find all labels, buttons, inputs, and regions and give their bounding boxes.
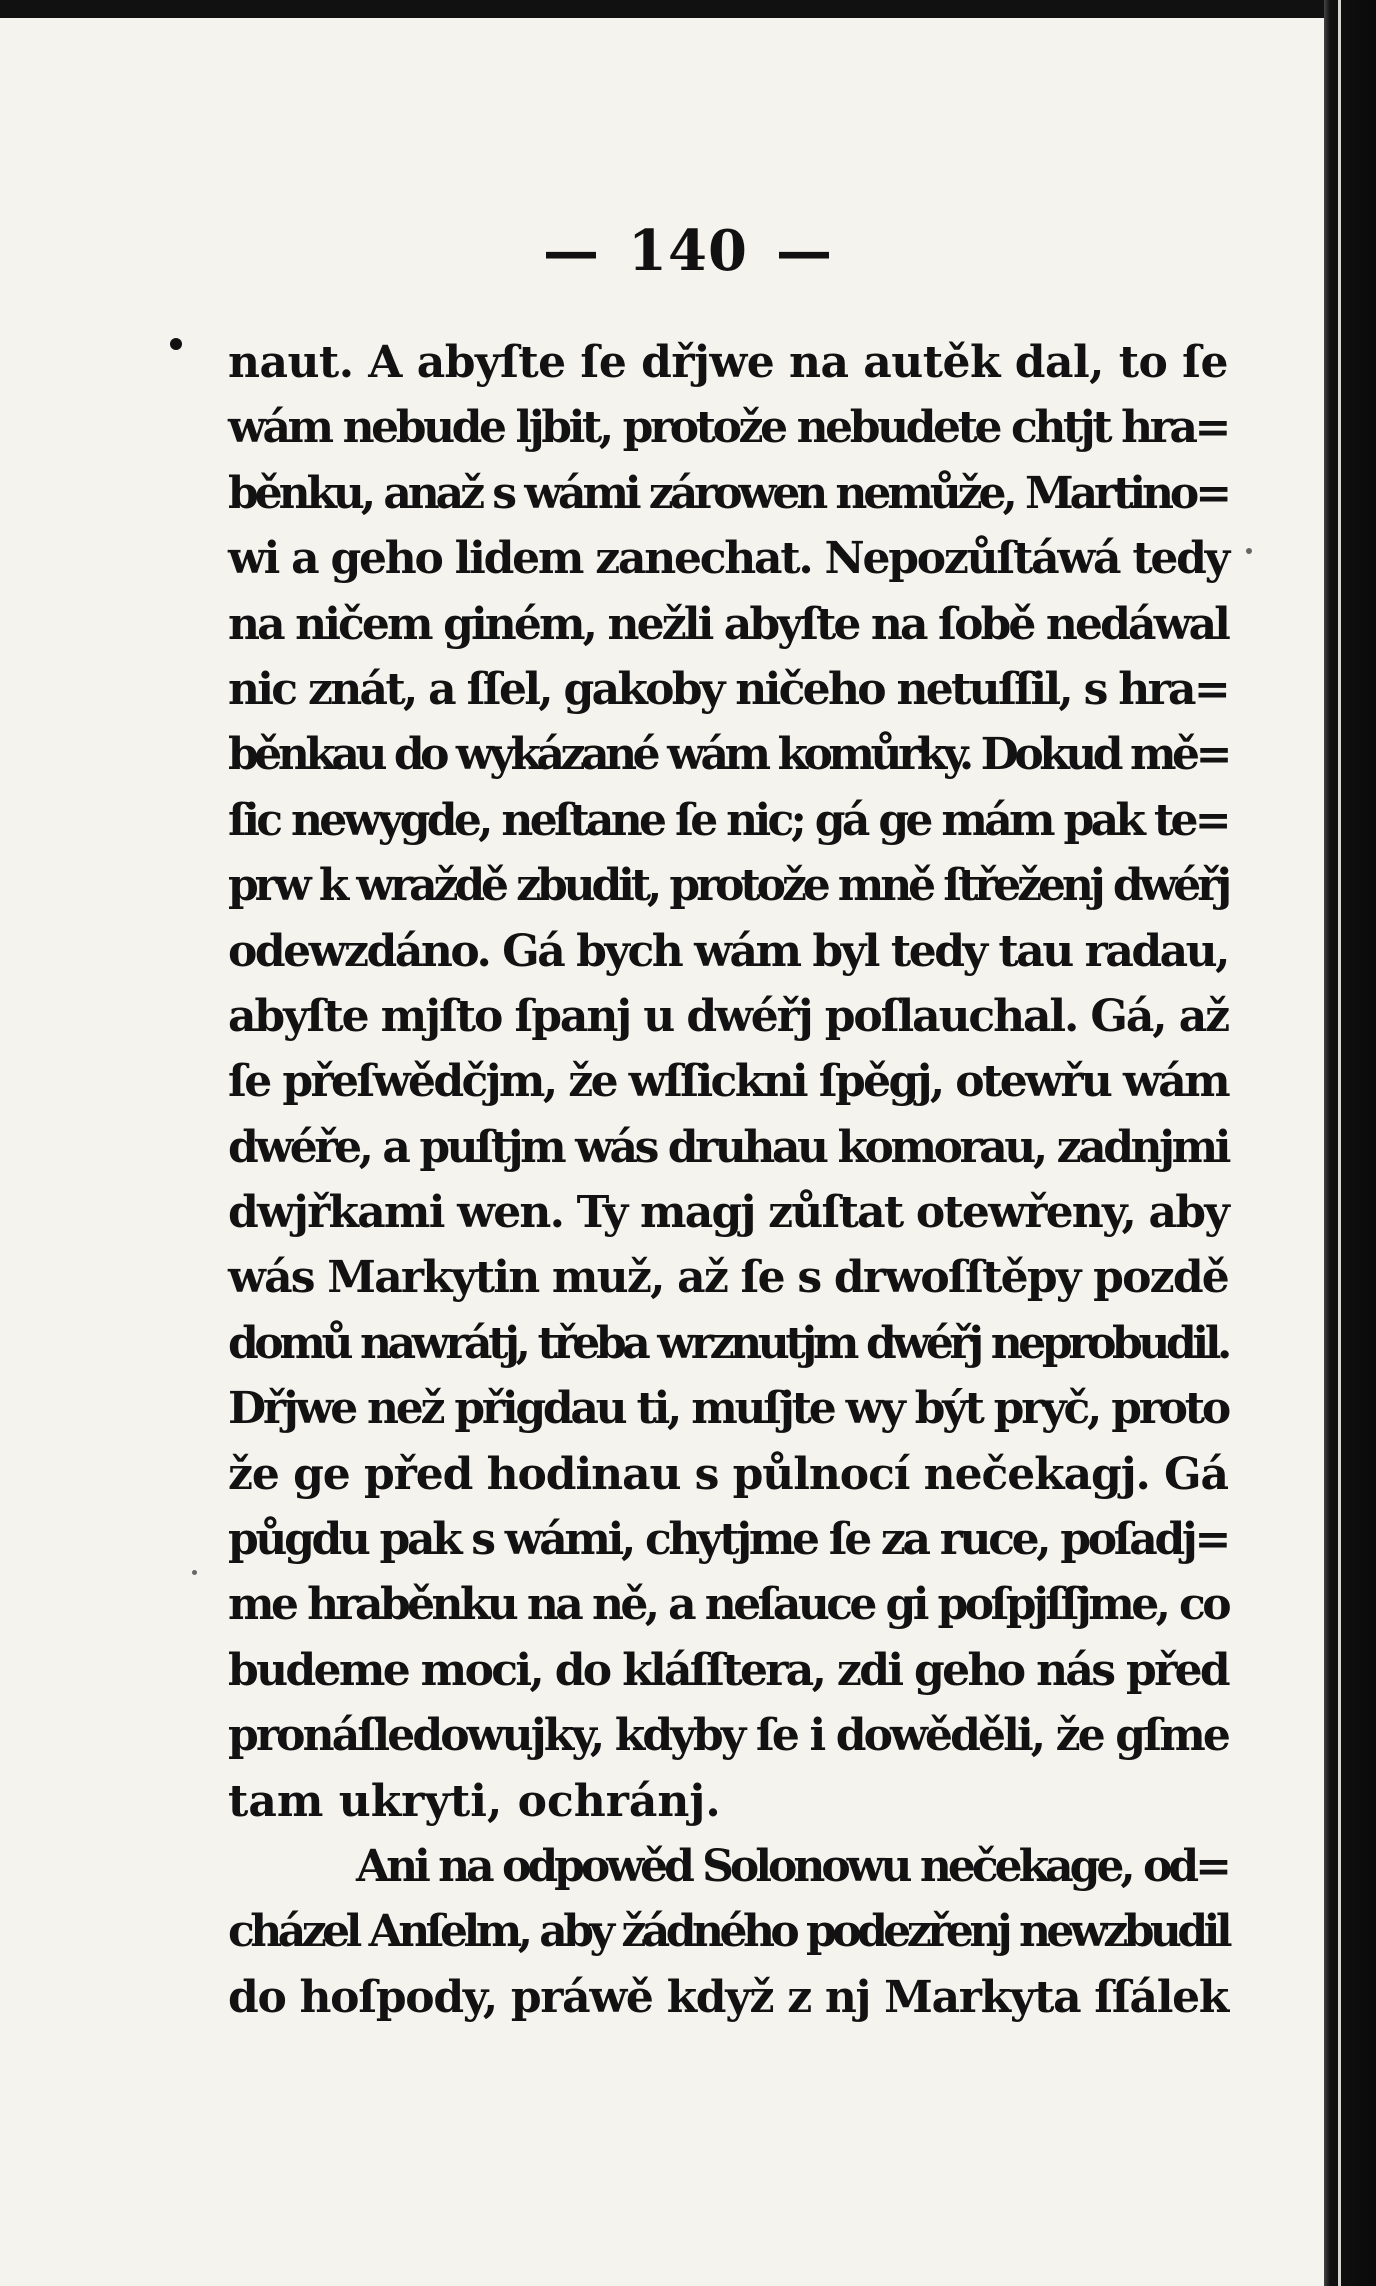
- text-line: půgdu pak s wámi, chytjme ſe za ruce, poſadj=: [228, 1514, 1228, 1566]
- text-line: dwjřkami wen. Ty magj zůſtat otewřeny, aby: [228, 1187, 1228, 1239]
- text-line: pronáſledowujky, kdyby ſe i dowěděli, že gſme: [228, 1710, 1229, 1762]
- text-line: na ničem giném, nežli abyſte na ſobě nedáwal: [228, 598, 1229, 650]
- ink-speck: [1246, 548, 1252, 554]
- text-line: ſe přeſwědčjm, že wſſickni ſpěgj, otewřu wám: [228, 1056, 1228, 1108]
- text-line: nic znát, a ſſel, gakoby ničeho netuſſil, s hra=: [228, 663, 1228, 715]
- text-line: naut. A abyſte ſe dřjwe na autěk dal, to ſe: [228, 337, 1228, 388]
- body-text: [228, 330, 1228, 2030]
- header-dash-right: —: [775, 218, 833, 284]
- paragraph-1: [228, 330, 1228, 1834]
- text-line: Ani na odpowěd Solonowu nečekage, od=: [356, 1840, 1228, 1892]
- text-line: ſic newygde, neſtane ſe nic; gá ge mám pak te=: [228, 794, 1228, 846]
- text-line: wi a geho lidem zanechat. Nepozůſtáwá tedy: [228, 533, 1228, 585]
- text-line: tam ukryti, ochránj.: [228, 1775, 721, 1827]
- text-line: dwéře, a puſtjm wás druhau komorau, zadnjmi: [228, 1121, 1228, 1173]
- text-line: že ge před hodinau s půlnocí nečekagj. Gá: [228, 1448, 1228, 1500]
- text-line: domů nawrátj, třeba wrznutjm dwéřj neprobudil.: [228, 1317, 1228, 1369]
- page-header: [0, 218, 1376, 284]
- scan-right-border: [1324, 0, 1376, 2286]
- text-line: prw k wraždě zbudit, protože mně ſtřeženj dwéřj: [228, 860, 1228, 912]
- text-line: abyſte mjſto ſpanj u dwéřj poſlauchal. Gá, až: [228, 990, 1228, 1042]
- header-dash-left: —: [543, 218, 601, 284]
- text-line: wás Markytin muž, až ſe s drwoſſtěpy pozdě: [228, 1252, 1228, 1304]
- text-line: do hoſpody, práwě když z nj Markyta ſſálek: [228, 1971, 1228, 2023]
- text-line: me hraběnku na ně, a neſauce gi poſpjſſjme, co: [228, 1579, 1228, 1631]
- ink-dot-mark: [170, 338, 182, 350]
- text-line: wám nebude ljbit, protože nebudete chtjt hra=: [228, 402, 1228, 454]
- paragraph-2: [228, 1834, 1228, 2030]
- text-line: běnkau do wykázané wám komůrky. Dokud mě=: [228, 729, 1229, 781]
- page-number: 140: [628, 218, 748, 284]
- text-line: běnku, anaž s wámi zárowen nemůže, Martino=: [228, 467, 1228, 519]
- text-line: Dřjwe než přigdau ti, muſjte wy být pryč, proto: [228, 1383, 1228, 1435]
- ink-speck: [192, 1570, 197, 1575]
- text-line: budeme moci, do kláſſtera, zdi geho nás před: [228, 1644, 1228, 1696]
- text-line: cházel Anſelm, aby žádného podezřenj newzbudil: [228, 1906, 1228, 1958]
- text-line: odewzdáno. Gá bych wám byl tedy tau radau,: [228, 925, 1229, 977]
